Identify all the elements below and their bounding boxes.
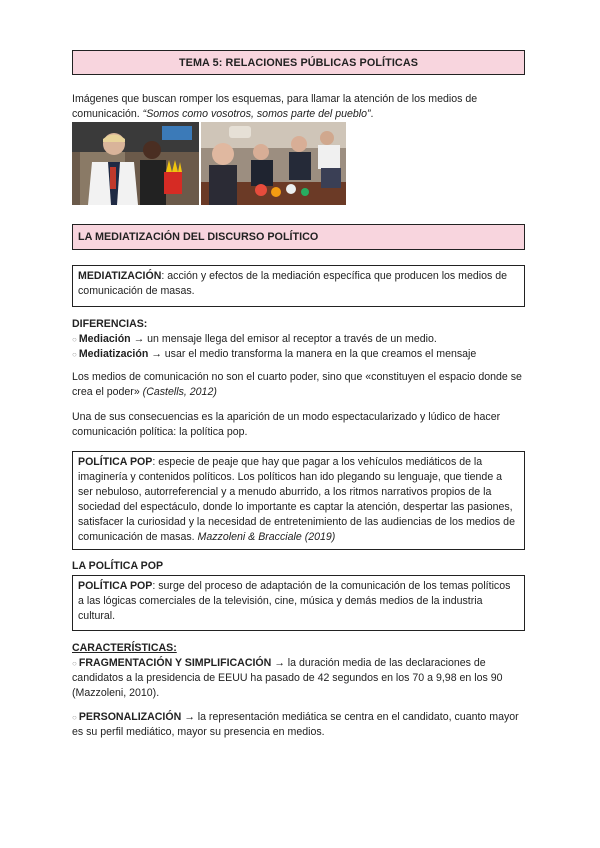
definition-box-politica-pop-2: POLÍTICA POP: surge del proceso de adaptación de la comunicación de los temas políticos a las lógicas comerciales de la televisión, cine, música y demás medios de la industria cultural. — [72, 575, 525, 631]
paragraph-cuarto-poder: Los medios de comunicación no son el cuarto poder, sino que «constituyen el espacio donde se crea el poder» (Castells, 2012) — [72, 371, 522, 398]
diferencias-heading: DIFERENCIAS: — [72, 318, 148, 330]
caracteristicas-section — [72, 641, 532, 740]
caracteristicas-heading: CARACTERÍSTICAS: — [72, 642, 177, 654]
definition-box-politica-pop: POLÍTICA POP: especie de peaje que hay que pagar a los vehículos mediáticos de la imaginería y contenidos políticos. Los políticos han ido plegando su lenguaje, que tiende a ser nebuloso, autorreferencial y a menudo aburrido, a los ritmos narrativos propios de la sociedad del espectáculo, donde lo importante es captar la atención, despertar las pasiones, satisfacer la curiosidad y la necesidad de entretenimiento de las audiencias de los medios de comunicación de masas. Mazzoleni & Bracciale (2019) — [72, 451, 525, 550]
bullet-icon: ○ — [72, 350, 77, 359]
citation: (Castells, 2012) — [142, 386, 217, 398]
photo-fast-food-politician — [72, 122, 199, 205]
definition-box-mediatizacion: MEDIATIZACIÓN: acción y efectos de la mediación específica que producen los medios de comunicación de masas. — [72, 265, 525, 307]
paragraph-consecuencias: Una de sus consecuencias es la aparición de un modo espectacularizado y lúdico de hacer comunicación política: la política pop. — [72, 411, 501, 438]
bullet-icon: ○ — [72, 713, 77, 722]
diferencias-section — [72, 317, 532, 362]
bullet-icon: ○ — [72, 335, 77, 344]
section-heading-politica-pop: LA POLÍTICA POP — [72, 560, 164, 572]
list-item: ○ FRAGMENTACIÓN Y SIMPLIFICACIÓN → la duración media de las declaraciones de candidatos a la presidencia de EEUU ha pasado de 42 segundos en los 70 a 9,98 en los 90 (Mazzoleni, 2010). — [72, 657, 503, 699]
photo-politicians-table — [201, 122, 346, 205]
section-header-mediatizacion: LA MEDIATIZACIÓN DEL DISCURSO POLÍTICO — [72, 224, 525, 250]
intro-quote: “Somos como vosotros, somos parte del pueblo” — [142, 108, 371, 120]
intro-paragraph: Imágenes que buscan romper los esquemas, para llamar la atención de los medios de comunicación. “Somos como vosotros, somos parte del pueblo”. — [72, 93, 478, 120]
page-title: TEMA 5: RELACIONES PÚBLICAS POLÍTICAS — [72, 50, 525, 75]
citation: Mazzoleni & Bracciale (2019) — [197, 531, 336, 543]
list-item: ○ PERSONALIZACIÓN → la representación mediática se centra en el candidato, cuanto mayor es su perfil mediático, mayor su presencia en medios. — [72, 711, 519, 738]
list-item: ○ Mediación → un mensaje llega del emisor al receptor a través de un medio. — [72, 333, 437, 345]
list-item: ○ Mediatización → usar el medio transforma la manera en la que creamos el mensaje — [72, 348, 477, 360]
bullet-icon: ○ — [72, 659, 77, 668]
